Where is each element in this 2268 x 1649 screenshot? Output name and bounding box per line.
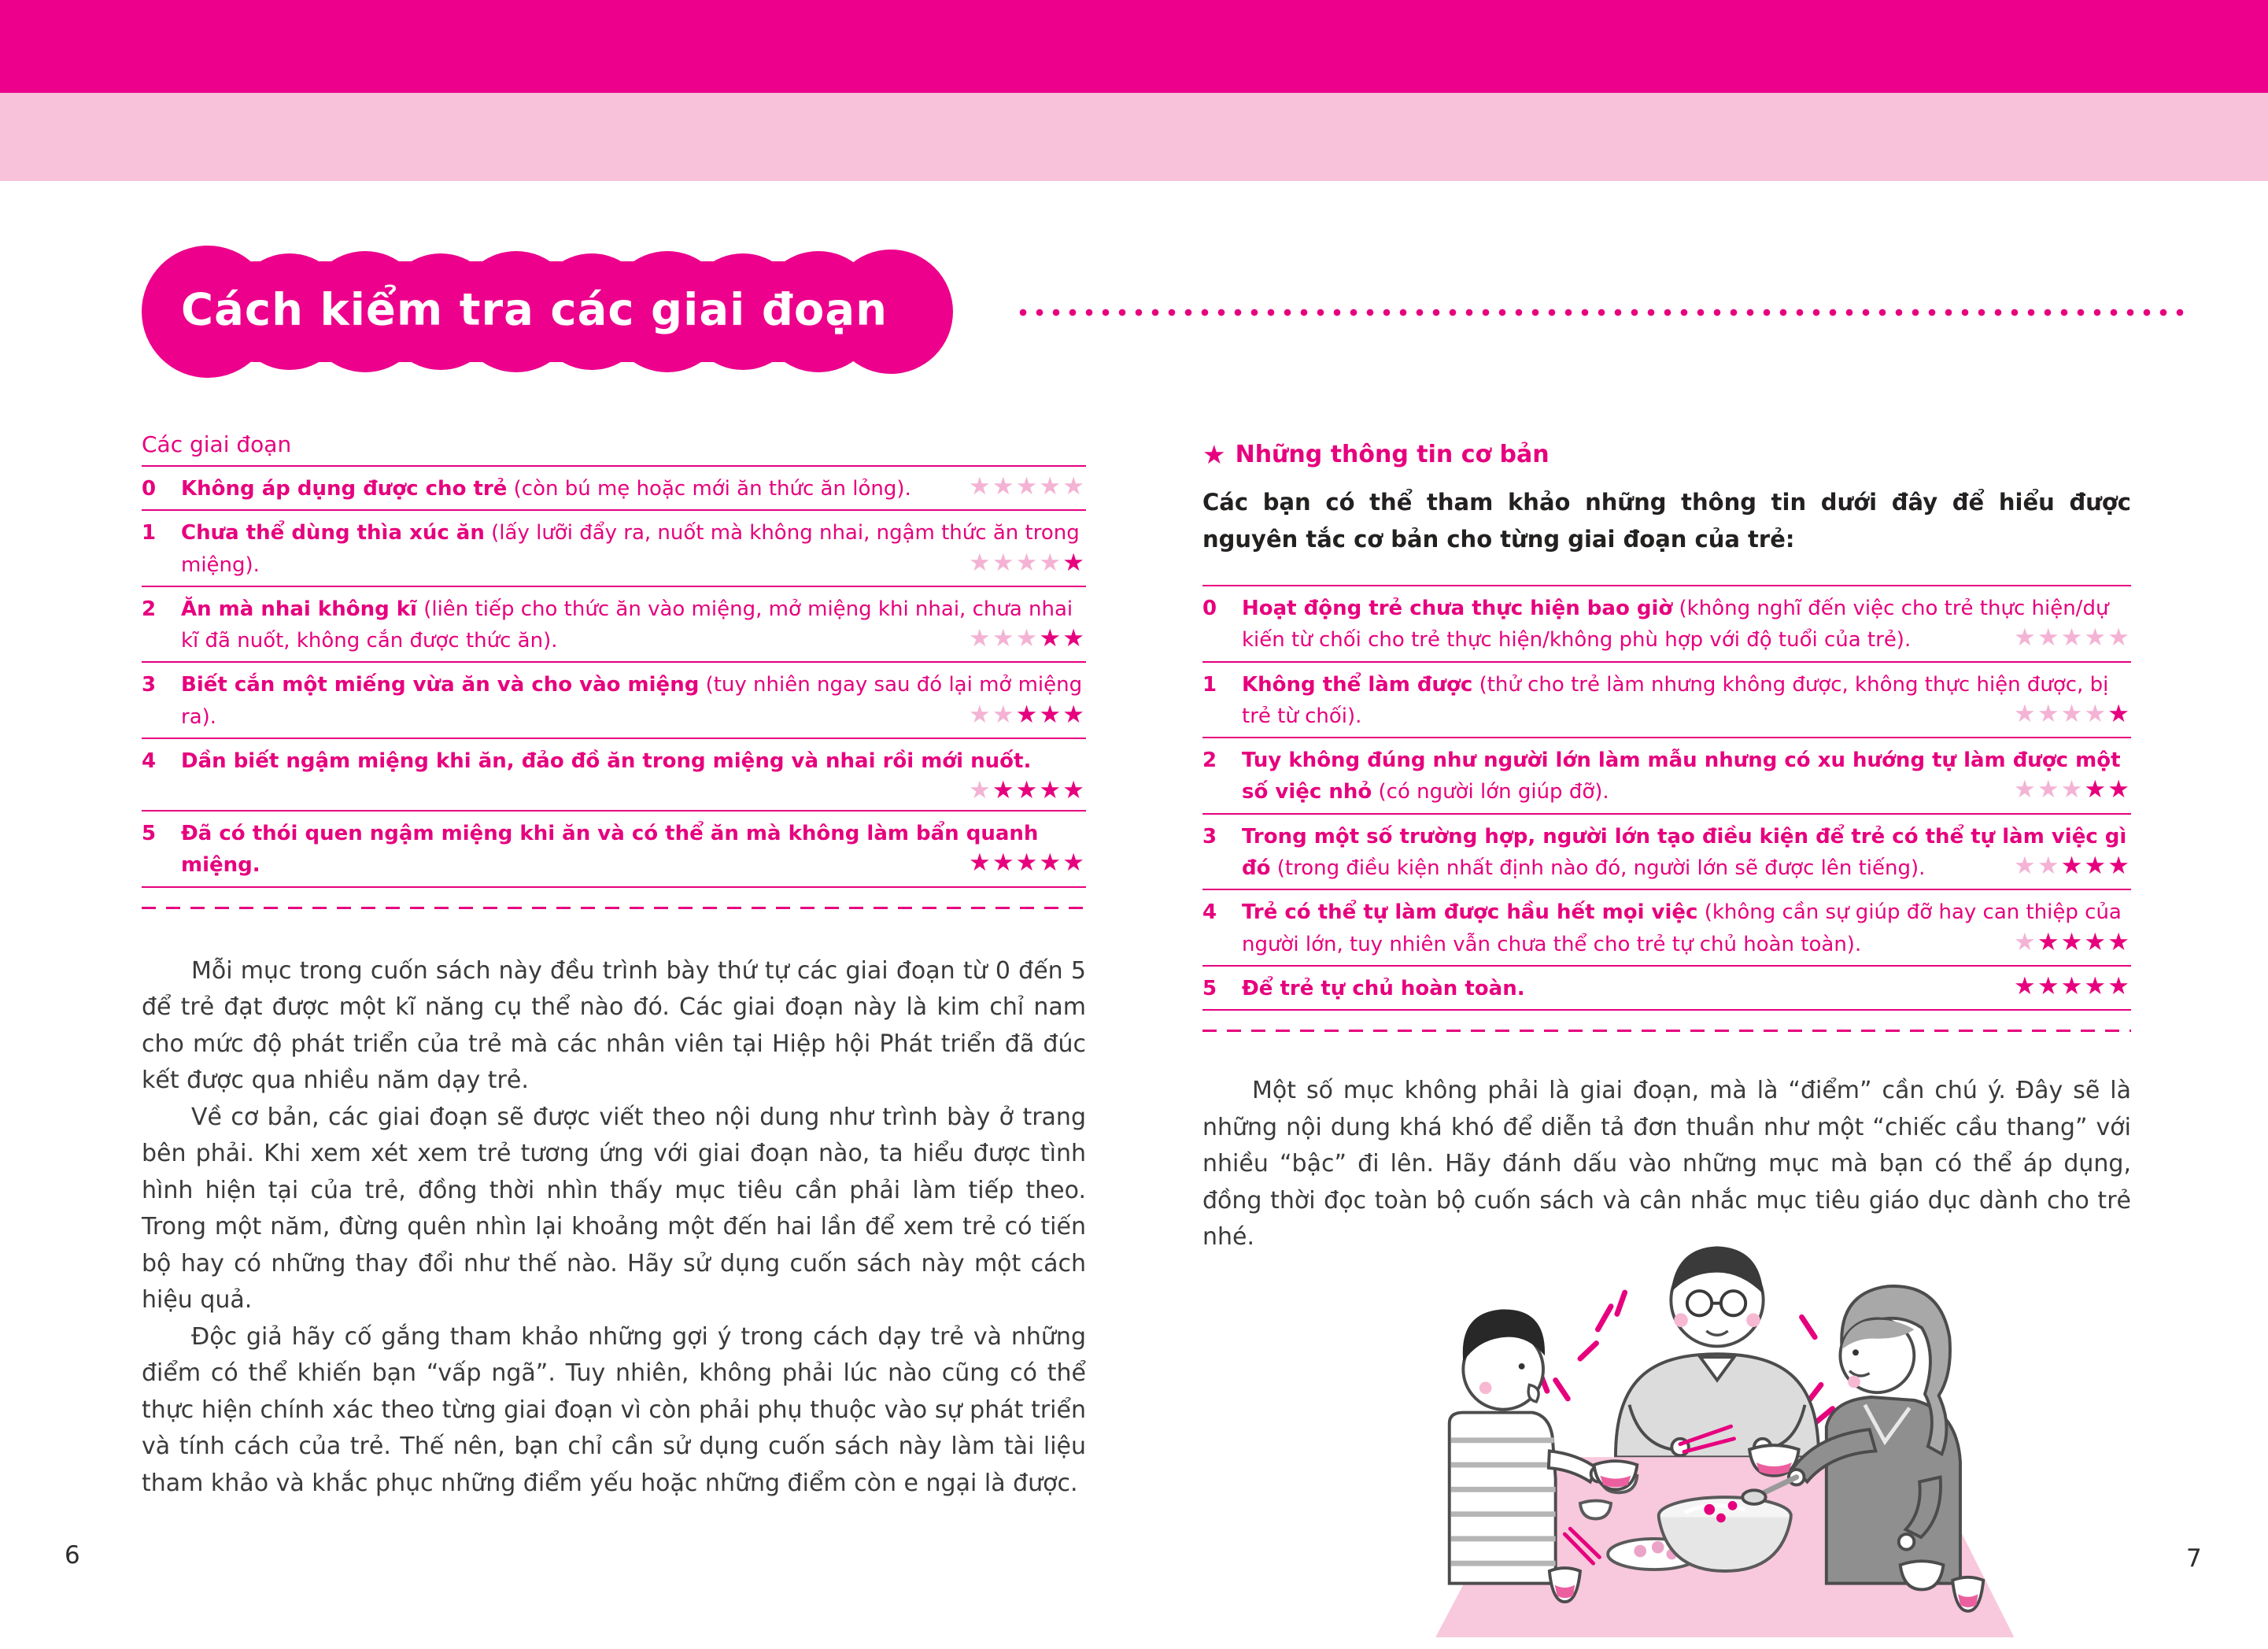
star-empty-icon: ★ <box>1039 548 1063 577</box>
stage-title: Trẻ có thể tự làm được hầu hết mọi việc <box>1242 900 1698 925</box>
paragraph: Mỗi mục trong cuốn sách này đều trình bày thứ tự các giai đoạn từ 0 đến 5 để trẻ đạt được một kĩ năng cụ thể nào đó. Các giai đoạn này là kim chỉ nam cho mức độ phát triển của trẻ mà các nhân viên tại Hiệp hội Phát triển đã đúc kết được qua nhiều năm dạy trẻ. <box>142 956 1086 1095</box>
info-header-label: Những thông tin cơ bản <box>1235 441 1550 468</box>
star-empty-icon: ★ <box>1039 472 1063 501</box>
stage-row-5 <box>142 812 1086 888</box>
star-empty-icon: ★ <box>2060 699 2085 728</box>
page-title: Cách kiểm tra các giai đoạn <box>181 284 888 336</box>
star-empty-icon: ★ <box>2014 775 2037 804</box>
stage-row-4 <box>142 739 1086 812</box>
info-row-0 <box>1202 586 2131 663</box>
stage-number: 2 <box>142 597 157 621</box>
stage-title: Hoạt động trẻ chưa thực hiện bao giờ <box>1242 596 1673 620</box>
star-icon: ★ <box>1202 439 1226 470</box>
star-filled-icon: ★ <box>1015 700 1040 729</box>
stage-desc: (trong điều kiện nhất định nào đó, người lớn sẽ được lên tiếng). <box>1270 856 1926 881</box>
dashed-divider <box>1202 1030 2131 1032</box>
stages-table-label: Các giai đoạn <box>142 431 1086 467</box>
stage-title: Không áp dụng được cho trẻ <box>181 477 508 501</box>
star-filled-icon: ★ <box>2060 927 2085 956</box>
star-filled-icon: ★ <box>2014 971 2037 1000</box>
star-empty-icon: ★ <box>969 472 992 501</box>
info-section-header <box>1202 441 2131 468</box>
star-filled-icon: ★ <box>1062 700 1086 729</box>
star-filled-icon: ★ <box>2037 971 2061 1000</box>
stage-title: Ăn mà nhai không kĩ <box>181 597 417 621</box>
star-rating <box>2014 973 2131 1001</box>
star-empty-icon: ★ <box>2014 623 2037 653</box>
star-rating <box>969 625 1086 653</box>
stage-number: 0 <box>1202 596 1217 620</box>
star-filled-icon: ★ <box>1062 849 1086 878</box>
star-filled-icon: ★ <box>1015 776 1040 805</box>
star-empty-icon: ★ <box>2060 623 2085 653</box>
stage-number: 5 <box>142 822 157 846</box>
info-row-5 <box>1202 967 2131 1011</box>
stage-desc: (liên tiếp cho thức ăn vào miệng, mở miệng khi nhai, chưa nhai kĩ đã nuốt, không cắn được thức ăn). <box>181 597 1073 653</box>
star-filled-icon: ★ <box>2107 971 2131 1000</box>
paragraph: Về cơ bản, các giai đoạn sẽ được viết theo nội dung như trình bày ở trang bên phải. Khi xem xét xem trẻ tương ứng với giai đoạn nào, ta hiểu được tình hình hiện tại của trẻ, đồng thời nhìn thấy mục tiêu cần phải làm tiếp theo. Trong một năm, đừng quên nhìn lại khoảng một đến hai lần để xem trẻ có tiến bộ hay có những thay đổi như thế nào. Hãy sử dụng cuốn sách này một cách hiệu quả. <box>142 1103 1086 1314</box>
stage-title: Đã có thói quen ngậm miệng khi ăn và có thể ăn mà không làm bẩn quanh miệng. <box>181 822 1039 878</box>
stage-row-3 <box>142 663 1086 739</box>
star-empty-icon: ★ <box>1015 548 1040 577</box>
star-filled-icon: ★ <box>2084 852 2108 881</box>
star-rating <box>2014 701 2131 729</box>
star-filled-icon: ★ <box>1039 624 1063 653</box>
star-rating <box>2014 852 2131 881</box>
star-filled-icon: ★ <box>1062 624 1086 653</box>
stage-title: Chưa thể dùng thìa xúc ăn <box>181 521 485 545</box>
stage-desc: (còn bú mẹ hoặc mới ăn thức ăn lỏng). <box>507 477 911 501</box>
star-rating <box>969 549 1086 578</box>
top-magenta-bar <box>0 0 2268 93</box>
stage-desc: (không cần sự giúp đỡ hay can thiệp của người lớn, tuy nhiên vẫn chưa thể cho trẻ tự chủ hoàn toàn). <box>1242 900 2122 956</box>
stages-table <box>142 467 1086 888</box>
star-empty-icon: ★ <box>969 776 992 805</box>
star-filled-icon: ★ <box>1039 700 1063 729</box>
stage-title: Biết cắn một miếng vừa ăn và cho vào miệng <box>181 673 700 697</box>
stage-desc: (lấy lưỡi đẩy ra, nuốt mà không nhai, ngậm thức ăn trong miệng). <box>181 521 1080 577</box>
info-intro-text: Các bạn có thể tham khảo những thông tin dưới đây để hiểu được nguyên tắc cơ bản cho từng giai đoạn của trẻ: <box>1202 489 2131 553</box>
star-filled-icon: ★ <box>2107 775 2131 804</box>
star-empty-icon: ★ <box>2014 852 2037 881</box>
star-empty-icon: ★ <box>2037 699 2061 728</box>
page-number-right: 7 <box>2186 1544 2202 1573</box>
stage-row-2 <box>142 587 1086 664</box>
star-empty-icon: ★ <box>1015 472 1040 501</box>
family-meal-illustration <box>1371 1222 2063 1643</box>
star-filled-icon: ★ <box>1039 849 1063 878</box>
star-rating <box>2014 624 2131 653</box>
star-empty-icon: ★ <box>992 548 1016 577</box>
star-empty-icon: ★ <box>2014 927 2037 956</box>
star-filled-icon: ★ <box>2107 852 2131 881</box>
stage-number: 4 <box>1202 900 1217 925</box>
stage-number: 3 <box>142 673 157 697</box>
star-empty-icon: ★ <box>969 700 992 729</box>
star-filled-icon: ★ <box>992 849 1016 878</box>
star-empty-icon: ★ <box>992 472 1016 501</box>
stage-number: 0 <box>142 477 157 501</box>
paragraph: Độc giả hãy cố gắng tham khảo những gợi ý trong cách dạy trẻ và những điểm có thể khiến bạn “vấp ngã”. Tuy nhiên, không phải lúc nào cũng có thể thực hiện chính xác theo từng giai đoạn vì còn phải phụ thuộc vào sự phát triển và tính cách của trẻ. Thế nên, bạn chỉ cần sử dụng cuốn sách này làm tài liệu tham khảo và khắc phục những điểm yếu hoặc những điểm còn e ngại là được. <box>142 1322 1086 1497</box>
star-rating <box>969 701 1086 730</box>
stage-desc: (có người lớn giúp đỡ). <box>1372 780 1609 804</box>
star-empty-icon: ★ <box>992 700 1016 729</box>
star-filled-icon: ★ <box>2084 775 2108 804</box>
star-rating <box>969 777 1086 805</box>
star-filled-icon: ★ <box>2107 927 2131 956</box>
star-rating <box>969 473 1086 501</box>
star-filled-icon: ★ <box>1039 776 1063 805</box>
stage-title: Tuy không đúng như người lớn làm mẫu nhưng có xu hướng tự làm được một số việc nhỏ <box>1242 749 2121 804</box>
star-filled-icon: ★ <box>2037 927 2061 956</box>
star-empty-icon: ★ <box>992 624 1016 653</box>
star-empty-icon: ★ <box>1015 624 1040 653</box>
star-filled-icon: ★ <box>992 776 1016 805</box>
stage-row-0 <box>142 467 1086 511</box>
stage-number: 2 <box>1202 749 1217 773</box>
right-page <box>1202 441 2131 1256</box>
star-empty-icon: ★ <box>2084 699 2108 728</box>
top-pink-bar <box>0 93 2268 181</box>
dashed-divider <box>142 907 1086 909</box>
paragraph: Một số mục không phải là giai đoạn, mà là “điểm” cần chú ý. Đây sẽ là những nội dung khá khó để diễn tả đơn thuần như một “chiếc cầu thang” với nhiều “bậc” đi lên. Hãy đánh dấu vào những mục mà bạn có thể áp dụng, đồng thời đọc toàn bộ cuốn sách và cân nhắc mục tiêu giáo dục dành cho trẻ nhé. <box>1202 1077 2131 1252</box>
star-filled-icon: ★ <box>969 849 992 878</box>
title-dotted-line <box>1019 308 2188 317</box>
star-filled-icon: ★ <box>1062 776 1086 805</box>
star-filled-icon: ★ <box>2060 971 2085 1000</box>
stage-desc: (thử cho trẻ làm nhưng không được, không thực hiện được, bị trẻ từ chối). <box>1242 672 2109 728</box>
stage-desc: (tuy nhiên ngay sau đó lại mở miệng ra). <box>181 673 1083 729</box>
left-body-text <box>142 953 1086 1503</box>
star-rating <box>2014 929 2131 957</box>
star-empty-icon: ★ <box>2084 623 2108 653</box>
stage-number: 1 <box>1202 672 1217 697</box>
info-table <box>1202 585 2131 1011</box>
stage-title: Trong một số trường hợp, người lớn tạo điều kiện để trẻ có thể tự làm việc gì đó <box>1242 824 2127 881</box>
star-empty-icon: ★ <box>2037 775 2061 804</box>
stage-title: Không thể làm được <box>1242 672 1473 697</box>
info-row-1 <box>1202 663 2131 739</box>
star-filled-icon: ★ <box>2084 971 2108 1000</box>
stage-row-1 <box>142 511 1086 587</box>
stage-number: 1 <box>142 521 157 545</box>
stage-title: Dần biết ngậm miệng khi ăn, đảo đồ ăn trong miệng và nhai rồi mới nuốt. <box>181 749 1032 774</box>
section-title-bubble <box>139 244 988 379</box>
star-filled-icon: ★ <box>1015 849 1040 878</box>
stage-desc: (không nghĩ đến việc cho trẻ thực hiện/dự kiến từ chối cho trẻ thực hiện/không phù hợp với độ tuổi của trẻ). <box>1242 596 2109 653</box>
stage-number: 3 <box>1202 824 1217 849</box>
star-empty-icon: ★ <box>2037 623 2061 653</box>
info-row-3 <box>1202 815 2131 891</box>
star-empty-icon: ★ <box>2014 699 2037 728</box>
stage-title: Để trẻ tự chủ hoàn toàn. <box>1242 976 1525 1000</box>
star-empty-icon: ★ <box>2060 775 2085 804</box>
info-row-2 <box>1202 738 2131 815</box>
star-empty-icon: ★ <box>969 548 992 577</box>
star-empty-icon: ★ <box>2107 623 2131 653</box>
star-rating <box>969 849 1086 878</box>
info-row-4 <box>1202 890 2131 967</box>
star-empty-icon: ★ <box>2037 852 2061 881</box>
star-rating <box>2014 776 2131 804</box>
star-empty-icon: ★ <box>1062 472 1086 501</box>
star-filled-icon: ★ <box>1062 548 1086 577</box>
left-page <box>142 431 1086 1502</box>
star-filled-icon: ★ <box>2060 852 2085 881</box>
page-number-left: 6 <box>65 1541 80 1570</box>
star-filled-icon: ★ <box>2084 927 2108 956</box>
star-empty-icon: ★ <box>969 624 992 653</box>
stage-number: 5 <box>1202 976 1217 1000</box>
stage-number: 4 <box>142 749 157 774</box>
star-filled-icon: ★ <box>2107 699 2131 728</box>
